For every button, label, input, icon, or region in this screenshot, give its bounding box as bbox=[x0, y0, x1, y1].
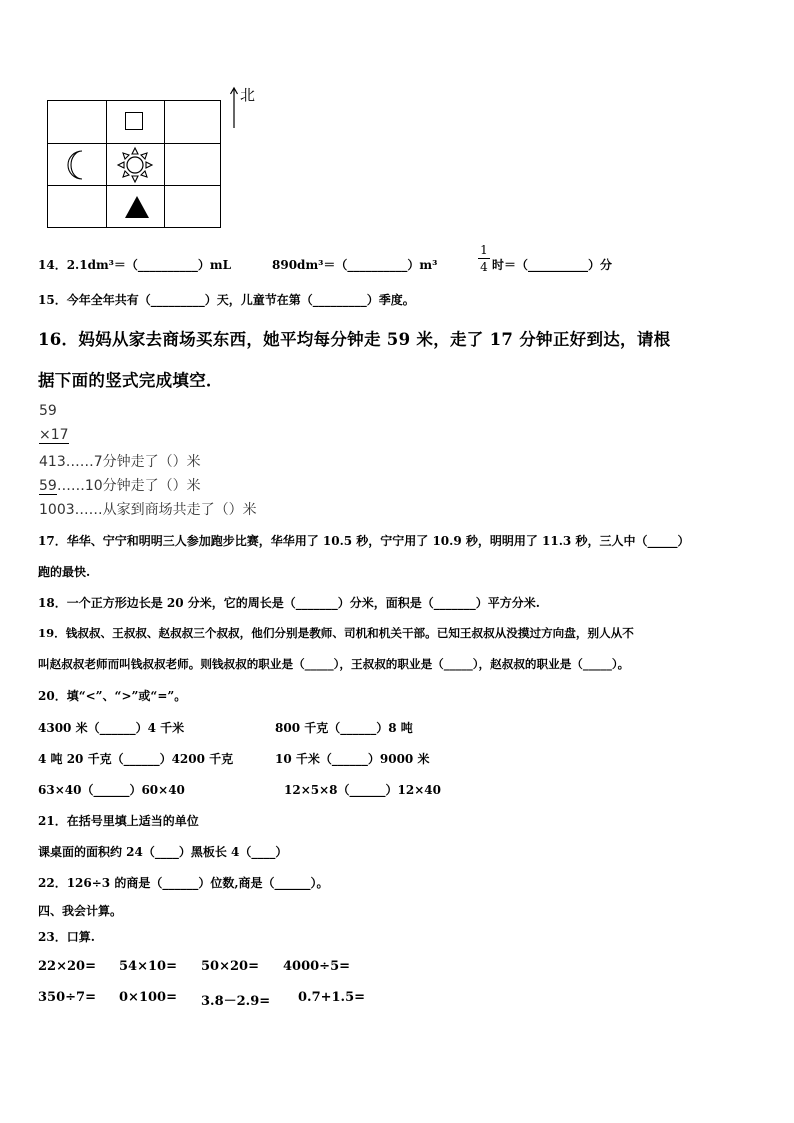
vertical-line-1: 59 bbox=[39, 403, 57, 419]
vertical-line-3: 413……7分钟走了（）米 bbox=[39, 454, 201, 470]
fraction-bar bbox=[478, 258, 490, 259]
q14-part-a: 14．2.1dm³＝（__________）mL bbox=[38, 258, 232, 272]
q18-text: 18．一个正方形边长是 20 分米，它的周长是（_______）分米，面积是（_______）平方分米. bbox=[38, 596, 540, 610]
q22-text: 22．126÷3 的商是（______）位数,商是（______）。 bbox=[38, 876, 329, 890]
q21-title: 21．在括号里填上适当的单位 bbox=[38, 814, 199, 828]
moon-icon bbox=[62, 148, 92, 182]
q23-r2-c1: 350÷7= bbox=[38, 990, 96, 1005]
q20-row1-a: 4300 米（______）4 千米 bbox=[38, 721, 185, 735]
grid-line bbox=[106, 101, 107, 227]
north-arrow-icon bbox=[229, 86, 239, 130]
q23-r1-c2: 54×10= bbox=[119, 959, 177, 974]
sun-icon bbox=[116, 146, 154, 184]
north-label: 北 bbox=[240, 86, 256, 104]
q14-part-c: 时＝（__________）分 bbox=[492, 258, 613, 272]
q16-line2: 据下面的竖式完成填空． bbox=[38, 371, 223, 390]
q15-text: 15．今年全年共有（_________）天，儿童节在第（_________）季度。 bbox=[38, 293, 415, 307]
q21-line: 课桌面的面积约 24（____）黑板长 4（____） bbox=[38, 845, 288, 859]
fraction-denominator: 4 bbox=[480, 260, 488, 274]
q17-line2: 跑的最快. bbox=[38, 565, 91, 579]
grid-line bbox=[48, 143, 220, 144]
q14-part-b: 890dm³＝（__________）m³ bbox=[272, 258, 438, 272]
q17-line1: 17．华华、宁宁和明明三人参加跑步比赛，华华用了 10.5 秒，宁宁用了 10.9 秒，明明用了 11.3 秒，三人中（_____） bbox=[38, 534, 690, 548]
q20-row2-b: 10 千米（______）9000 米 bbox=[275, 752, 430, 766]
direction-grid bbox=[47, 100, 221, 228]
fraction-numerator: 1 bbox=[480, 243, 488, 257]
vertical-line-2: ×17 bbox=[39, 427, 69, 443]
q20-row3-a: 63×40（______）60×40 bbox=[38, 783, 185, 797]
grid-line bbox=[164, 101, 165, 227]
q23-r2-c4: 0.7+1.5= bbox=[298, 990, 366, 1005]
q23-title: 23．口算. bbox=[38, 930, 95, 944]
q23-r1-c1: 22×20= bbox=[38, 959, 96, 974]
q20-row2-a: 4 吨 20 千克（______）4200 千克 bbox=[38, 752, 234, 766]
q23-r2-c2: 0×100= bbox=[119, 990, 177, 1005]
square-icon bbox=[125, 112, 143, 130]
triangle-icon bbox=[124, 195, 150, 219]
section-4-heading: 四、我会计算。 bbox=[38, 904, 123, 918]
q16-line1: 16．妈妈从家去商场买东西，她平均每分钟走 59 米，走了 17 分钟正好到达，请根 bbox=[38, 330, 671, 349]
q19-line2: 叫赵叔叔老师而叫钱叔叔老师。则钱叔叔的职业是（_____），王叔叔的职业是（_____），赵叔叔的职业是（_____）。 bbox=[38, 657, 630, 671]
q19-line1: 19．钱叔叔、王叔叔、赵叔叔三个叔叔，他们分别是教师、司机和机关干部。已知王叔叔从没摸过方向盘，别人从不 bbox=[38, 626, 634, 640]
q20-title: 20．填“<”、“>”或“=”。 bbox=[38, 689, 187, 703]
vertical-line-4-text: ……10分钟走了（）米 bbox=[56, 478, 201, 494]
q20-row3-b: 12×5×8（______）12×40 bbox=[284, 783, 441, 797]
vertical-line-4-number: 59 bbox=[39, 478, 57, 494]
q23-r1-c4: 4000÷5= bbox=[283, 959, 351, 974]
grid-line bbox=[48, 185, 220, 186]
vertical-line-4 bbox=[39, 475, 201, 495]
q20-row1-b: 800 千克（______）8 吨 bbox=[275, 721, 413, 735]
fraction bbox=[478, 243, 490, 274]
q23-r1-c3: 50×20= bbox=[201, 959, 259, 974]
q23-r2-c3: 3.8－2.9= bbox=[201, 994, 271, 1009]
vertical-line-5: 1003……从家到商场共走了（）米 bbox=[39, 502, 257, 518]
